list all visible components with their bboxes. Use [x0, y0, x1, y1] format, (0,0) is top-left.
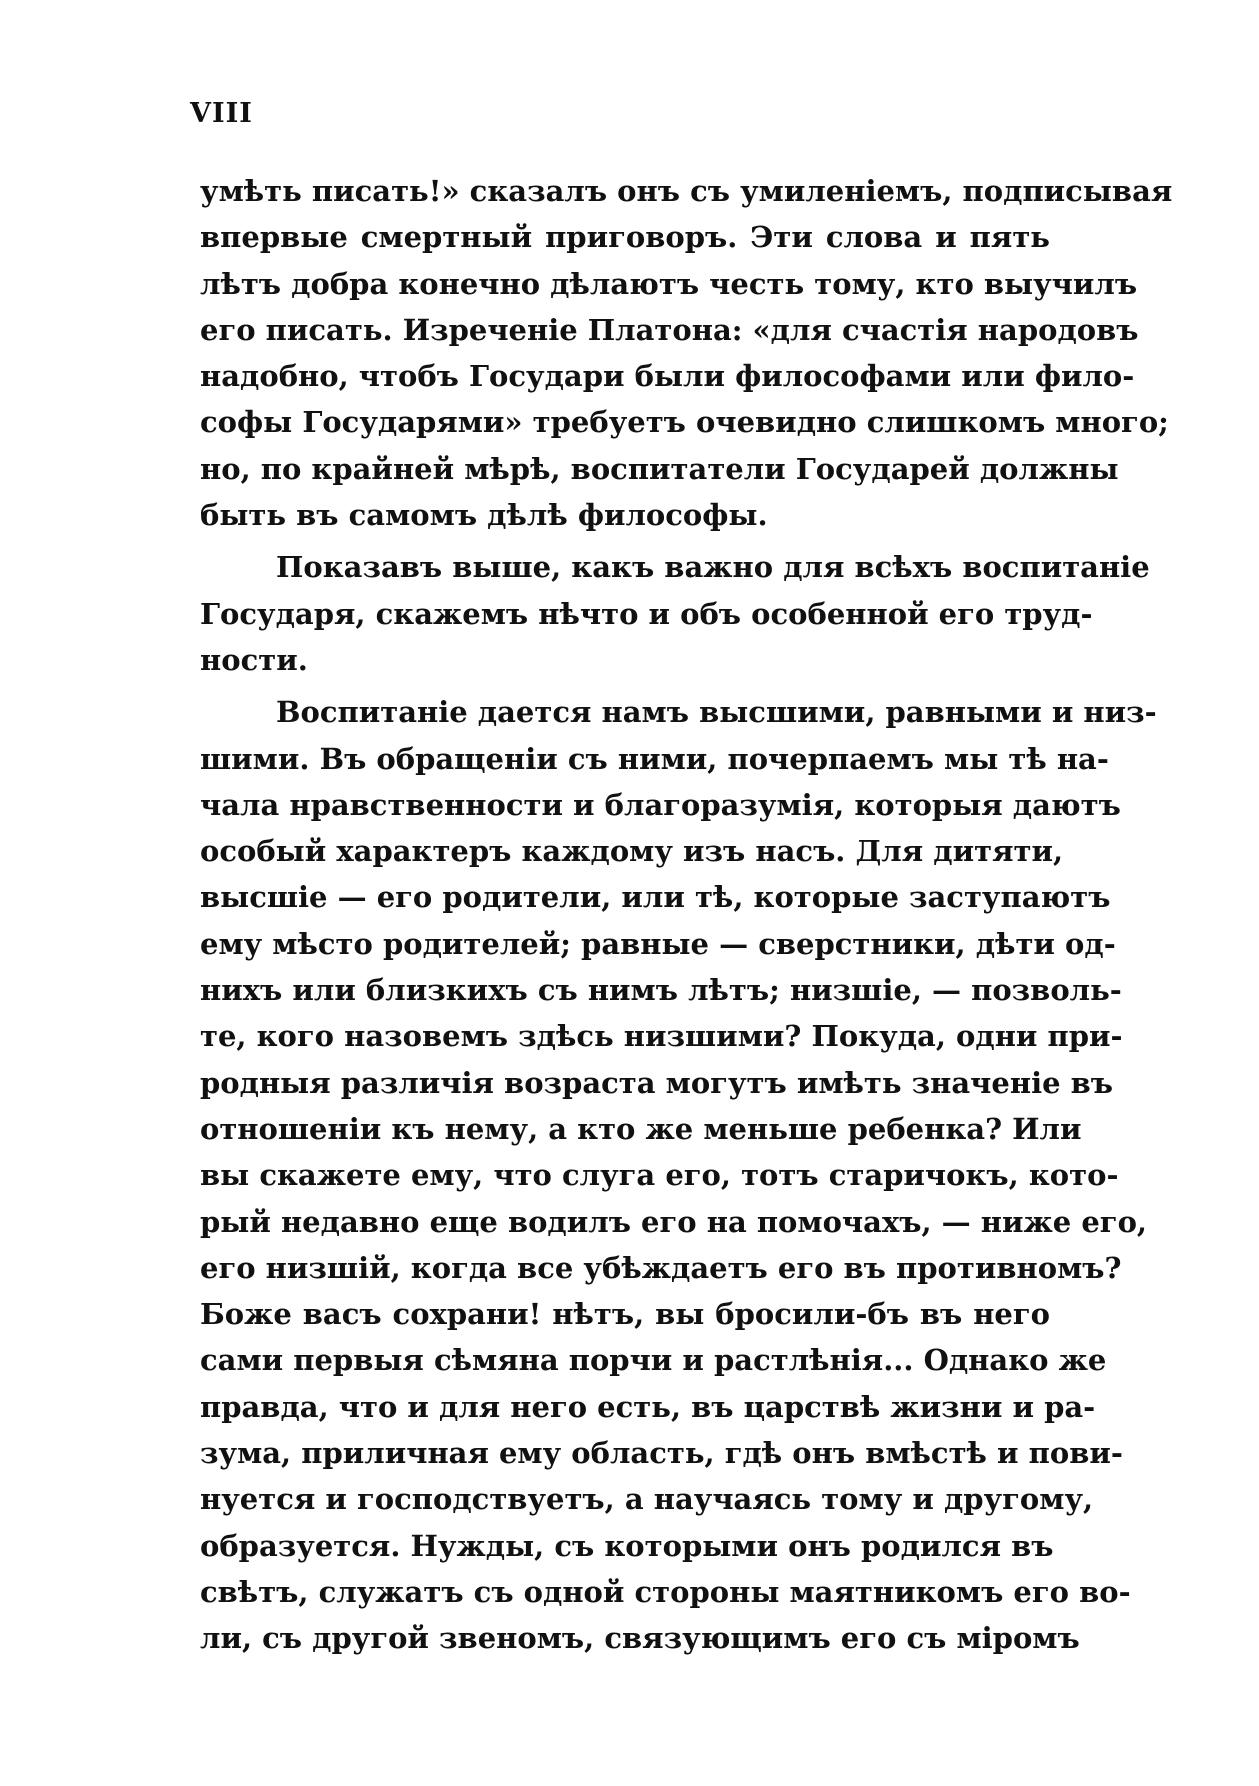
text-line: чала нравственности и благоразумія, которыя даютъ	[200, 787, 1121, 822]
text-line: надобно, чтобъ Государи были философами или фило-	[200, 359, 1135, 394]
text-line: софы Государями» требуетъ очевидно слишкомъ много;	[200, 405, 1169, 440]
text-line: свѣтъ, служатъ съ одной стороны маятникомъ его во-	[200, 1574, 1131, 1609]
text-line: Показавъ выше, какъ важно для всѣхъ воспитаніе	[276, 550, 1150, 585]
text-line: Воспитаніе дается намъ высшими, равными и низ-	[276, 695, 1157, 730]
text-line: впервые смертный приговоръ. Эти слова и пять	[200, 220, 1050, 255]
text-line: его писать. Изреченіе Платона: «для счастія народовъ	[200, 312, 1139, 347]
paragraph-2	[200, 544, 1150, 683]
text-line: зума, приличная ему область, гдѣ онъ вмѣстѣ и пови-	[200, 1436, 1123, 1471]
text-line: высшіе — его родители, или тѣ, которые заступаютъ	[200, 880, 1111, 915]
text-line: правда, что и для него есть, въ царствѣ жизни и ра-	[200, 1389, 1096, 1424]
text-line: нихъ или близкихъ съ нимъ лѣтъ; низшіе, — позволь-	[200, 973, 1122, 1008]
page-body	[200, 168, 1173, 1668]
text-line: шими. Въ обращеніи съ ними, почерпаемъ мы тѣ на-	[200, 741, 1109, 776]
text-line: но, по крайней мѣрѣ, воспитатели Государей должны	[200, 451, 1119, 486]
paragraph-3	[200, 689, 1157, 1661]
text-line: ли, съ другой звеномъ, связующимъ его съ міромъ	[200, 1621, 1080, 1656]
text-line: сами первыя сѣмяна порчи и растлѣнія... Однако же	[200, 1343, 1107, 1378]
text-line: отношеніи къ нему, а кто же меньше ребенка? Или	[200, 1111, 1082, 1146]
text-line: образуется. Нужды, съ которыми онъ родился въ	[200, 1528, 1054, 1563]
text-line: нуется и господствуетъ, а научаясь тому и другому,	[200, 1482, 1094, 1517]
text-line: родныя различія возраста могутъ имѣть значеніе въ	[200, 1065, 1114, 1100]
paragraph-1	[200, 168, 1173, 538]
text-line: Государя, скажемъ нѣчто и объ особенной его труд-	[200, 596, 1093, 631]
page-number: VIII	[190, 98, 253, 129]
text-line: ему мѣсто родителей; равные — сверстники, дѣти од-	[200, 926, 1116, 961]
text-line: те, кого назовемъ здѣсь низшими? Покуда, одни при-	[200, 1019, 1123, 1054]
text-line: вы скажете ему, что слуга его, тотъ старичокъ, кото-	[200, 1158, 1119, 1193]
text-line: Боже васъ сохрани! нѣтъ, вы бросили-бъ въ него	[200, 1297, 1050, 1332]
text-line: особый характеръ каждому изъ насъ. Для дитяти,	[200, 834, 1064, 869]
text-line: ности.	[200, 642, 308, 677]
text-line: рый недавно еще водилъ его на помочахъ, — ниже его,	[200, 1204, 1148, 1239]
text-line: его низшій, когда все убѣждаетъ его въ противномъ?	[200, 1250, 1122, 1285]
text-line: умѣть писать!» сказалъ онъ съ умиленіемъ, подписывая	[200, 174, 1173, 208]
text-line: лѣтъ добра конечно дѣлаютъ честь тому, кто выучилъ	[200, 266, 1138, 301]
text-line: быть въ самомъ дѣлѣ философы.	[200, 498, 768, 533]
